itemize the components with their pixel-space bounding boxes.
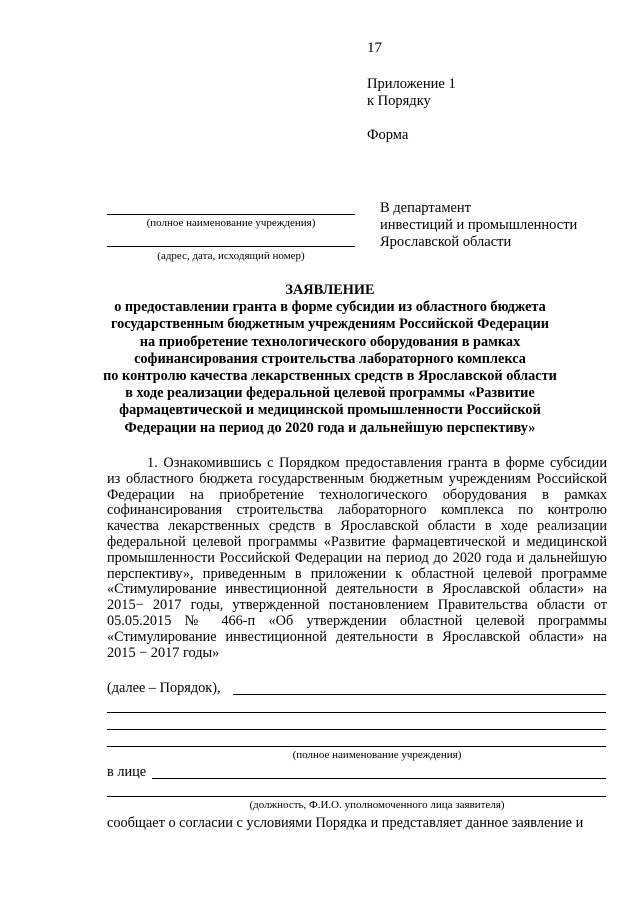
form-label: Форма	[367, 127, 409, 143]
title-line: на приобретение технологического оборудования в рамках	[139, 333, 521, 350]
addressee-line-1: В департамент	[380, 200, 472, 216]
appendix-line-1: Приложение 1	[367, 76, 456, 92]
representative-line[interactable]	[152, 778, 606, 779]
applicant-address-line	[107, 246, 355, 247]
official-line[interactable]	[107, 796, 606, 797]
fill-line-1[interactable]	[233, 694, 606, 695]
official-caption: (должность, Ф.И.О. уполномоченного лица заявителя)	[249, 799, 505, 811]
title-line: софинансирования строительства лабораторного комплекса	[134, 350, 526, 367]
fill-line-2[interactable]	[107, 712, 606, 713]
title-heading: ЗАЯВЛЕНИЕ	[285, 282, 375, 298]
title-line: в ходе реализации федеральной целевой программы «Развитие	[125, 385, 535, 402]
addressee-line-3: Ярославской области	[380, 234, 512, 250]
paragraph-1: 1. Ознакомившись с Порядком предоставления гранта в форме субсидии из областного бюджета государственным бюджетным учреждениям Российской Федерации на приобретение технологического оборудования в рамках софинансирования строительства лабораторного комплекса по контролю качества лекарственных средств в Ярославской области в ходе реализации федеральной целевой программы «Развитие фармацевтической и медицинской промышленности Российской Федерации на период до 2020 года и дальнейшую перспективу», приведенным в приложении к областной целевой программе «Стимулирование инвестиционной деятельности в Ярославской области» на 2015− 2017 годы, утвержденной постановлением Правительства области от 05.05.2015 № 466-п «Об утверждении областной целевой программы «Стимулирование инвестиционной деятельности в Ярославской области» на 2015 − 2017 годы»	[107, 455, 607, 661]
poryadok-label: (далее – Порядок),	[107, 680, 221, 696]
v-litse-label: в лице	[107, 764, 147, 780]
fill-line-4[interactable]	[107, 746, 606, 747]
title-line: о предоставлении гранта в форме субсидии из областного бюджета	[114, 299, 546, 316]
applicant-address-caption: (адрес, дата, исходящий номер)	[157, 250, 305, 262]
addressee-block	[380, 200, 577, 251]
applicant-name-caption: (полное наименование учреждения)	[146, 217, 316, 229]
final-line: сообщает о согласии с условиями Порядка и представляет данное заявление и	[107, 815, 584, 831]
applicant-name-line	[107, 214, 355, 215]
title-line: по контролю качества лекарственных средств в Ярославской области	[103, 368, 557, 385]
title-line: государственным бюджетным учреждениям Российской Федерации	[110, 316, 549, 333]
addressee-line-2: инвестиций и промышленности	[380, 217, 578, 233]
appendix-reference	[367, 76, 456, 110]
body-text	[107, 456, 607, 661]
title-line: фармацевтической и медицинской промышленности Российской	[119, 402, 541, 419]
document-title	[60, 282, 600, 437]
fill-line-3[interactable]	[107, 729, 606, 730]
title-line: Федерации на период до 2020 года и дальнейшую перспективу»	[124, 419, 536, 436]
appendix-line-2: к Порядку	[367, 93, 431, 109]
page-number: 17	[367, 40, 382, 56]
institution-caption: (полное наименование учреждения)	[292, 749, 462, 761]
